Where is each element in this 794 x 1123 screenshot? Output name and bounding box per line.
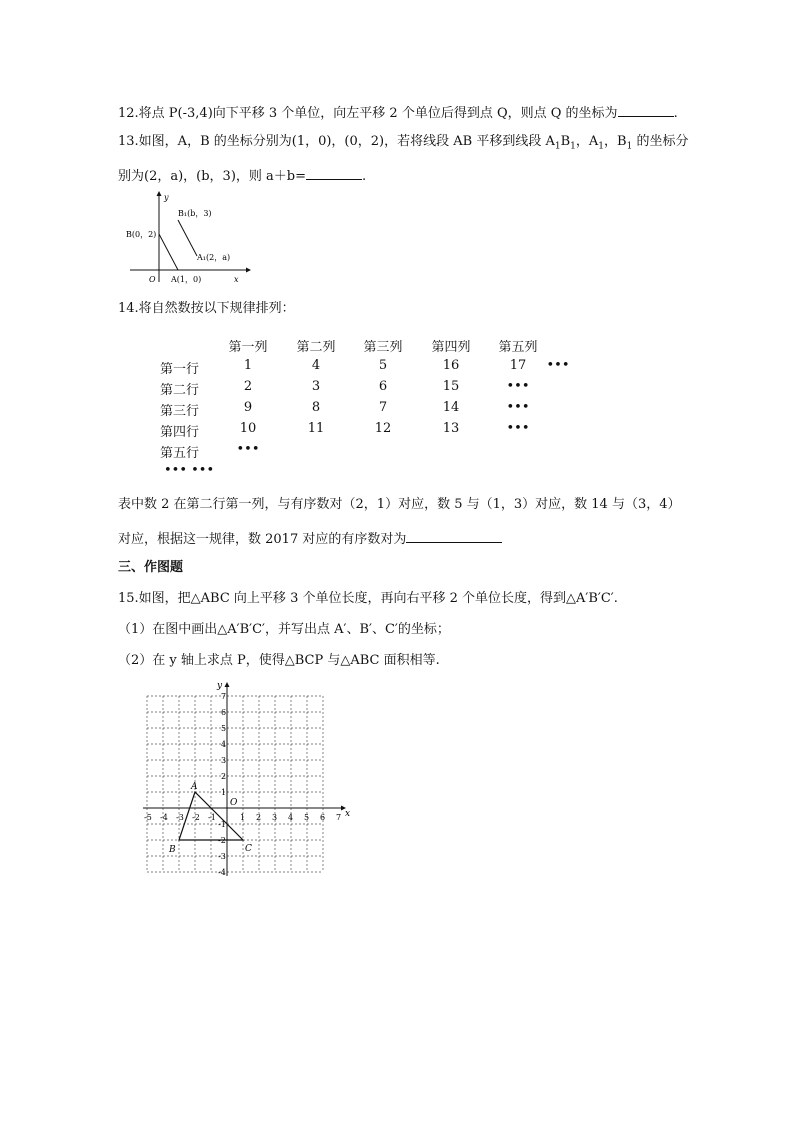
q14-col-header: 第三列 [363, 340, 403, 355]
q14-cell: 7 [378, 400, 388, 415]
x-tick-label: -3 [176, 813, 184, 822]
section-3-title: 三、作图题 [118, 560, 184, 575]
point-B-label: B [169, 845, 176, 855]
q14-cell-ellipsis: ••• [236, 442, 260, 457]
q14-cell: 10 [239, 421, 257, 436]
y-axis-label: y [217, 681, 223, 691]
q14-cell: 5 [378, 358, 388, 373]
point-A-label: A [191, 782, 198, 792]
q14-intro: 14.将自然数按以下规律排列： [118, 301, 295, 316]
q13-end: . [362, 169, 367, 184]
q13-x-arrow [246, 268, 251, 273]
x-tick-label: 2 [256, 813, 262, 822]
q14-cell: 8 [311, 400, 321, 415]
q14-cell-ellipsis: ••• [506, 400, 530, 415]
q14-cell: 14 [442, 400, 460, 415]
q14-cell-ellipsis: ••• [506, 421, 530, 436]
q15-line3: （2）在 y 轴上求点 P，使得△BCP 与△ABC 面积相等. [118, 653, 440, 668]
q13-O-label: O [149, 275, 156, 284]
q13-sub: 1 [626, 141, 633, 152]
y-tick-label: -3 [218, 852, 226, 861]
x-tick-label: -4 [160, 813, 168, 822]
x-tick-label: 1 [240, 813, 246, 822]
q14-row-label: 第二行 [160, 383, 200, 398]
q13-segment-A1B1 [178, 220, 197, 256]
q12-text: 12.将点 P(-3,4)向下平移 3 个单位，向左平移 2 个单位后得到点 Q，则点 Q 的坐标为 [118, 106, 618, 121]
q14-row-label: 第五行 [160, 446, 200, 461]
x-tick-label: 5 [304, 813, 310, 822]
q13-segment-AB [159, 234, 178, 270]
q14-cell: 11 [307, 421, 325, 436]
q14-col-header: 第四列 [431, 340, 471, 355]
q13-figure [118, 190, 258, 286]
question-13-line1 [118, 133, 688, 156]
q13-line1-d: ，B [604, 134, 627, 149]
q14-more-ellipsis: ••• ••• [164, 463, 215, 478]
y-tick-label: -4 [218, 868, 226, 877]
x-tick-label: 7 [336, 813, 342, 822]
point-C-label: C [245, 844, 252, 854]
origin-label: O [230, 798, 238, 808]
q14-answer-blank[interactable] [406, 528, 502, 543]
y-tick-label: 5 [221, 724, 227, 733]
q13-sub: 1 [598, 141, 605, 152]
q14-cell: 16 [442, 358, 460, 373]
y-tick-label: 6 [221, 708, 227, 717]
q13-A1-label: A₁(2，a) [197, 253, 231, 262]
y-tick-label: 2 [221, 772, 227, 781]
q13-sub: 1 [570, 141, 576, 152]
q14-cell: 15 [442, 379, 460, 394]
x-tick-label: -1 [208, 813, 216, 822]
x-tick-label: 3 [272, 813, 278, 822]
q13-A-label: A(1，0) [171, 275, 202, 284]
q14-cell: 2 [243, 379, 253, 394]
q14-desc-line1: 表中数 2 在第二行第一列，与有序数对（2，1）对应，数 5 与（1，3）对应，数 14 与（3，4） [118, 497, 681, 512]
q13-line1-b: B [560, 134, 571, 149]
y-tick-label: -1 [218, 820, 226, 829]
q14-col-header: 第五列 [498, 340, 538, 355]
q12-end: . [673, 106, 678, 121]
q14-col-header: 第二列 [296, 340, 336, 355]
question-13-line2 [118, 165, 366, 186]
q14-row-label: 第一行 [160, 362, 200, 377]
q13-B-label: B(0，2) [126, 230, 157, 239]
q13-sub: 1 [554, 141, 561, 152]
q14-row-label: 第三行 [160, 404, 200, 419]
q14-cell: 1 [243, 358, 253, 373]
x-tick-label: -2 [192, 813, 200, 822]
q14-desc-line2 [118, 528, 502, 549]
y-tick-label: 4 [221, 740, 227, 749]
q13-y-label: y [164, 193, 169, 202]
q13-line1-text: 13.如图，A，B 的坐标分别为(1，0)，(0，2)，若将线段 AB 平移到线段 A [118, 134, 555, 149]
q14-cell: 12 [374, 421, 392, 436]
q14-cell-ellipsis: ••• [506, 379, 530, 394]
y-tick-label: 1 [221, 788, 227, 797]
q13-line1-e: 的坐标分 [632, 134, 689, 149]
x-tick-label: 4 [288, 813, 294, 822]
q13-line1-c: ，A [575, 134, 599, 149]
x-tick-label: 6 [320, 813, 326, 822]
q14-desc2-text: 对应，根据这一规律，数 2017 对应的有序数对为 [118, 532, 407, 547]
y-axis-arrow [225, 682, 230, 687]
y-tick-label: 3 [221, 756, 227, 765]
q13-B1-label: B₁(b，3) [178, 209, 212, 218]
q14-cell: 6 [378, 379, 388, 394]
q13-x-label: x [234, 275, 239, 284]
y-tick-label: -2 [218, 836, 226, 845]
q14-cell: 13 [442, 421, 460, 436]
y-tick-label: 7 [221, 692, 227, 701]
q12-answer-blank[interactable] [618, 102, 674, 117]
q15-line2: （1）在图中画出△A′B′C′，并写出点 A′、B′、C′的坐标； [118, 622, 450, 637]
q15-grid-figure[interactable] [118, 676, 351, 877]
x-tick-label: -5 [144, 813, 152, 822]
q13-y-arrow [157, 191, 162, 196]
q13-line2-text: 别为(2，a)，(b，3)，则 a＋b= [118, 169, 306, 184]
q14-cell: 17 [509, 358, 527, 373]
q14-cell: 4 [311, 358, 321, 373]
q14-cell-ellipsis: ••• [546, 358, 570, 373]
q14-cell: 3 [311, 379, 321, 394]
q14-col-header: 第一列 [228, 340, 268, 355]
q14-row-label: 第四行 [160, 425, 200, 440]
x-axis-label: x [345, 809, 351, 819]
q14-cell: 9 [243, 400, 253, 415]
q13-answer-blank[interactable] [306, 165, 362, 180]
q15-line1: 15.如图，把△ABC 向上平移 3 个单位长度，再向右平移 2 个单位长度，得到△A′B′C′. [118, 591, 618, 606]
question-12 [118, 102, 678, 123]
